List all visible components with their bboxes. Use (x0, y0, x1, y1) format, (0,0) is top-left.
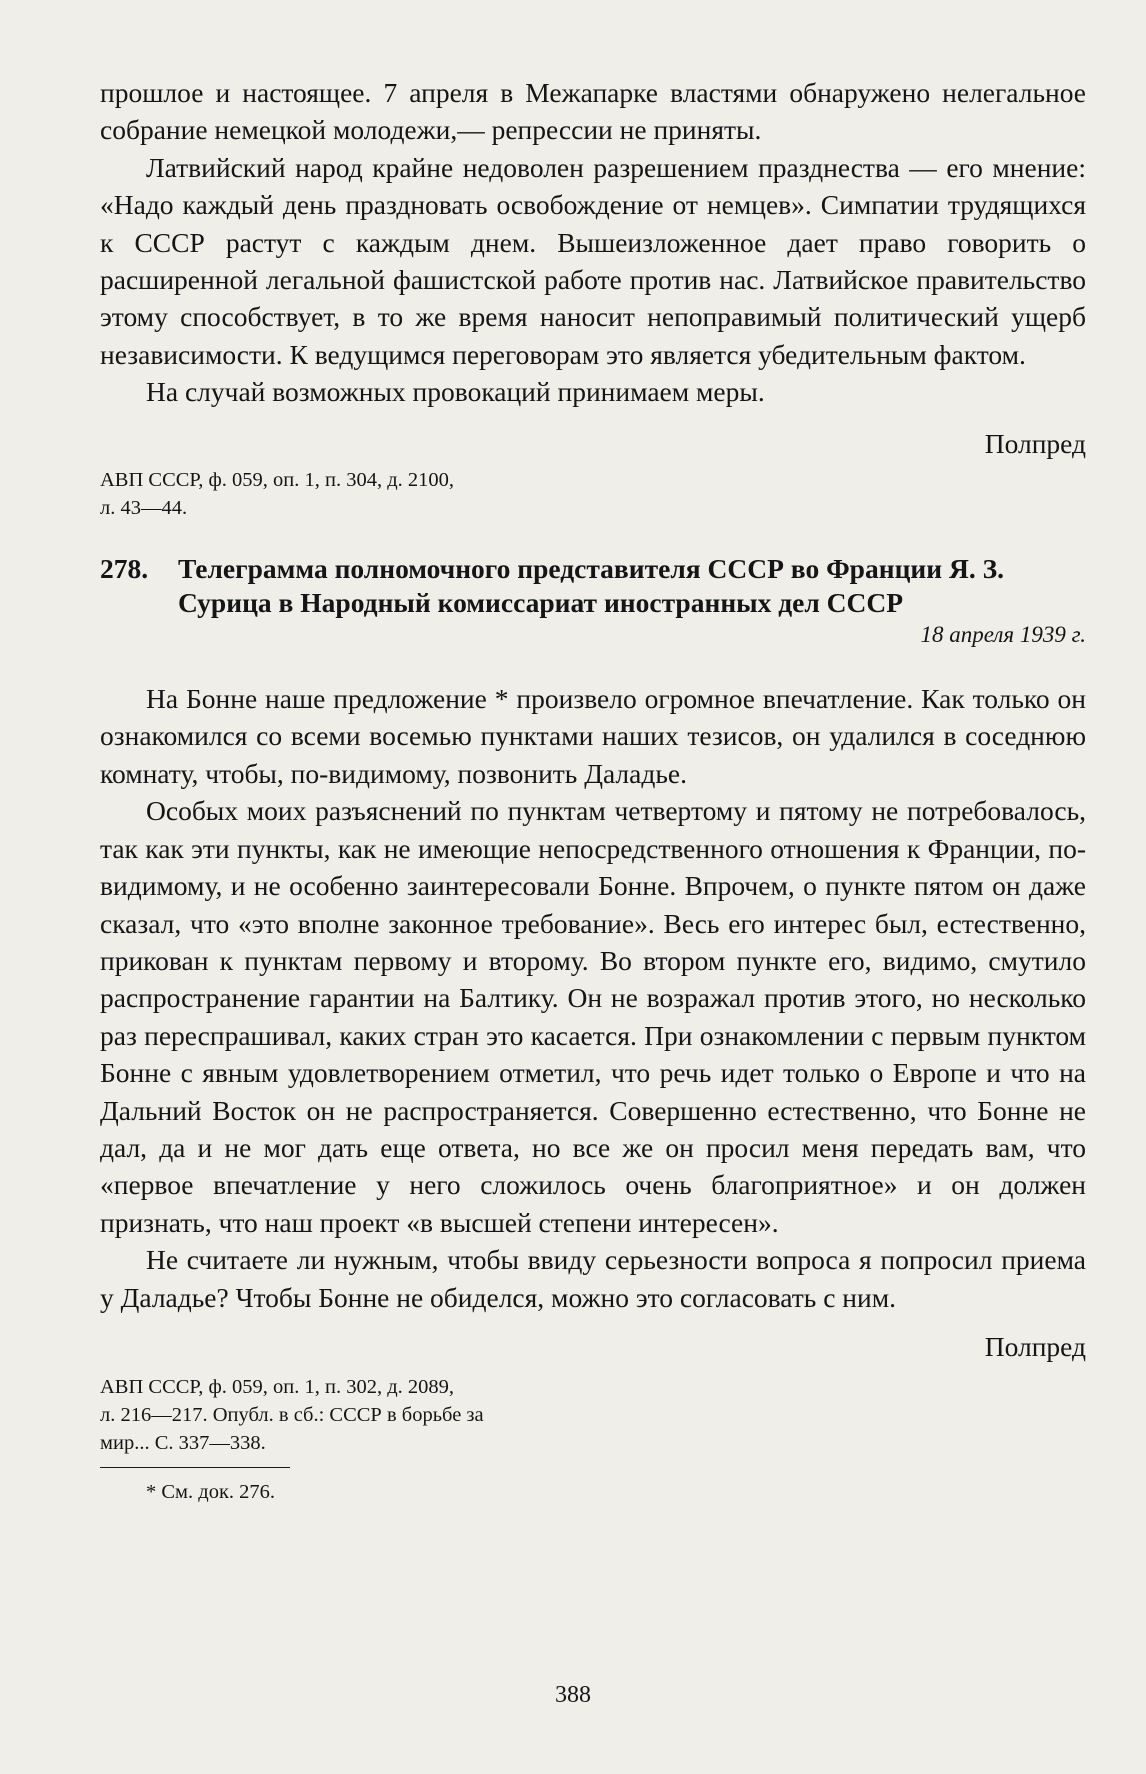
paragraph: прошлое и настоящее. 7 апреля в Межапарке властями обнаружено нелегальное собрание немецкой молодежи,— репрессии не приняты. (100, 77, 1086, 146)
signature: Полпред (984, 427, 1086, 459)
archive-line: АВП СССР, ф. 059, оп. 1, п. 304, д. 2100, (100, 469, 455, 492)
document-date: 18 апреля 1939 г. (920, 622, 1086, 648)
paragraph: Латвийский народ крайне недоволен разрешением празднества — его мнение: «Надо каждый день праздновать освобождение от немцев». Симпатии трудящихся к СССР растут с каждым днем. Вышеизложенное дает право говорить о расширенной легальной фашистской работе против нас. Латвийское правительство этому способствует, в то же время наносит непоправимый политический ущерб независимости. К ведущимся переговорам это является убедительным фактом. (100, 151, 1086, 370)
archive-line: л. 216—217. Опубл. в сб.: СССР в борьбе за (100, 1404, 484, 1427)
paragraph: На случай возможных провокаций принимаем меры. (146, 376, 765, 408)
archive-line: АВП СССР, ф. 059, оп. 1, п. 302, д. 2089, (100, 1376, 455, 1399)
footnote: * См. док. 276. (146, 1481, 276, 1504)
document-title: Телеграмма полномочного представителя СССР во Франции Я. З. Сурица в Народный комиссариат иностранных дел СССР (178, 553, 1004, 619)
text-column (100, 74, 1086, 1506)
document-body (100, 680, 1086, 1316)
archive-line: мир... С. 337—338. (100, 1432, 266, 1455)
archive-line: л. 43—44. (100, 497, 188, 520)
footnote-divider (100, 1467, 290, 1468)
paragraph: Не считаете ли нужным, чтобы ввиду серьезности вопроса я попросил приема у Даладье? Чтобы Бонне не обиделся, можно это согласовать с ним. (100, 1244, 1086, 1313)
document-heading (100, 552, 1086, 650)
page-number: 388 (555, 1682, 591, 1708)
signature: Полпред (984, 1330, 1086, 1362)
archive-reference (100, 466, 1086, 522)
paragraph: На Бонне наше предложение * произвело огромное впечатление. Как только он ознакомился со всеми восемью пунктами наших тезисов, он удалился в соседнюю комнату, чтобы, по-видимому, позвонить Даладье. (100, 683, 1086, 789)
paragraph: Особых моих разъяснений по пунктам четвертому и пятому не потребовалось, так как эти пункты, как не имеющие непосредственного отношения к Франции, по-видимому, и не особенно заинтересовали Бонне. Впрочем, о пункте пятом он даже сказал, что «это вполне законное требование». Весь его интерес был, естественно, прикован к пунктам первому и второму. Во втором пункте его, видимо, смутило распространение гарантии на Балтику. Он не возражал против этого, но несколько раз переспрашивал, каких стран это касается. При ознакомлении с первым пунктом Бонне с явным удовлетворением отметил, что речь идет только о Европе и что на Дальний Восток он не распространяется. Совершенно естественно, что Бонне не дал, да и не мог дать еще ответа, но все же он просил меня передать вам, что «первое впечатление у него сложилось очень благоприятное» и он должен признать, что наш проект «в высшей степени интересен». (100, 795, 1086, 1238)
archive-reference (100, 1373, 1086, 1457)
document-number: 278. (100, 553, 149, 585)
